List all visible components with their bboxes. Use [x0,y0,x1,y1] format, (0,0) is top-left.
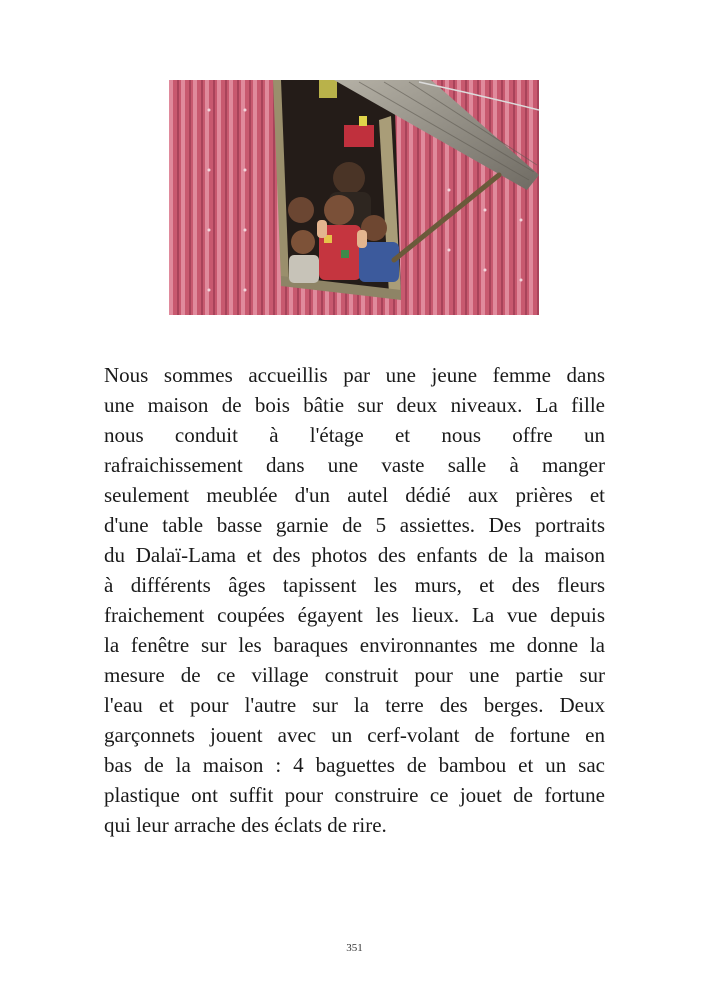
body-line: Nous sommes accueillis par une jeune femme dans [104,363,605,387]
body-line: seulement meublée d'un autel dédié aux prières et [104,483,605,507]
red-cloth [344,125,374,147]
body-paragraph [104,360,605,840]
body-line: fraichement coupées égayent les lieux. La vue depuis [104,603,605,627]
body-line: mesure de ce village construit pour une partie sur [104,663,605,687]
body-line: qui leur arrache des éclats de rire. [104,813,387,837]
adult-head [333,162,365,194]
body-line: du Dalaï-Lama et des photos des enfants de la maison [104,543,605,567]
body-line: la fenêtre sur les baraques environnantes me donne la [104,633,605,657]
body-line: rafraichissement dans une vaste salle à manger [104,453,605,477]
hanging-item [319,80,337,98]
body-line: l'eau et pour l'autre sur la terre des berges. Deux [104,693,605,717]
body-line: nous conduit à l'étage et nous offre un [104,423,605,447]
page-number: 351 [346,942,363,954]
children-window-photo [169,80,539,315]
body-line: garçonnets jouent avec un cerf-volant de fortune en [104,723,605,747]
photo-illustration [169,80,539,315]
body-line: à différents âges tapissent les murs, et des fleurs [104,573,605,597]
body-line: plastique ont suffit pour construire ce jouet de fortune [104,783,605,807]
body-line: d'une table basse garnie de 5 assiettes. Des portraits [104,513,605,537]
yellow-cup [359,116,367,126]
body-line: une maison de bois bâtie sur deux niveaux. La fille [104,393,605,417]
body-line: bas de la maison : 4 baguettes de bambou et un sac [104,753,605,777]
